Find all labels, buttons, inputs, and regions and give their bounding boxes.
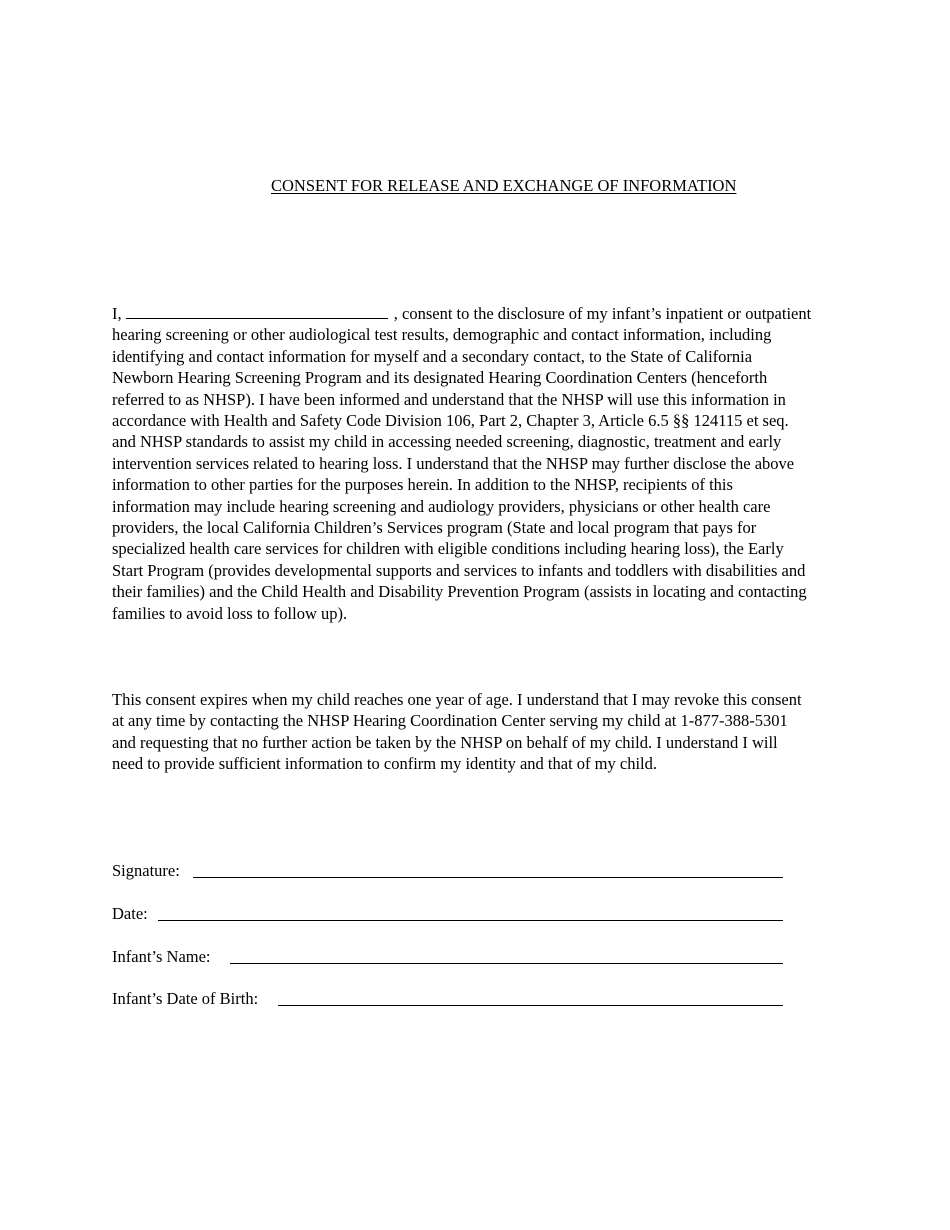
infant-dob-field <box>112 989 258 1009</box>
infant-name-line[interactable] <box>230 963 783 964</box>
signature-label: Signature: <box>112 861 180 880</box>
document-title: CONSENT FOR RELEASE AND EXCHANGE OF INFORMATION <box>271 176 737 195</box>
consent-paragraph-1-text: , consent to the disclosure of my infant’s inpatient or outpatient hearing screening or other audiological test results, demographic and contact information, including identifying and contact information for myself and a secondary contact, to the State of California Newborn Hearing Screening Program and its designated Hearing Coordination Centers (henceforth referred to as NHSP). I have been informed and understand that the NHSP will use this information in accordance with Health and Safety Code Division 106, Part 2, Chapter 3, Article 6.5 §§ 124115 et seq. and NHSP standards to assist my child in accessing needed screening, diagnostic, treatment and early intervention services related to hearing loss. I understand that the NHSP may further disclose the above information to other parties for the purposes herein. In addition to the NHSP, recipients of this information may include hearing screening and audiology providers, physicians or other health care providers, the local California Children’s Services program (State and local program that pays for specialized health care services for children with eligible conditions including hearing loss), the Early Start Program (provides developmental supports and services to infants and toddlers with disabilities and their families) and the Child Health and Disability Prevention Program (assists in locating and contacting families to avoid loss to follow up). <box>112 304 812 623</box>
infant-dob-label: Infant’s Date of Birth: <box>112 989 259 1008</box>
consent-paragraph-1 <box>112 303 812 624</box>
date-line[interactable] <box>158 920 783 921</box>
infant-name-label: Infant’s Name: <box>112 947 211 966</box>
signature-line[interactable] <box>193 877 783 878</box>
consenter-name-blank[interactable] <box>126 304 388 319</box>
date-field <box>112 904 148 924</box>
date-label: Date: <box>112 904 148 923</box>
consent-paragraph-2: This consent expires when my child reaches one year of age. I understand that I may revoke this consent at any time by contacting the NHSP Hearing Coordination Center serving my child at 1-877-388-5301 and requesting that no further action be taken by the NHSP on behalf of my child. I understand I will need to provide sufficient information to confirm my identity and that of my child. <box>112 690 802 774</box>
infant-dob-line[interactable] <box>278 1005 783 1006</box>
intro-prefix: I, <box>112 304 122 323</box>
infant-name-field <box>112 947 211 967</box>
signature-field <box>112 861 180 881</box>
